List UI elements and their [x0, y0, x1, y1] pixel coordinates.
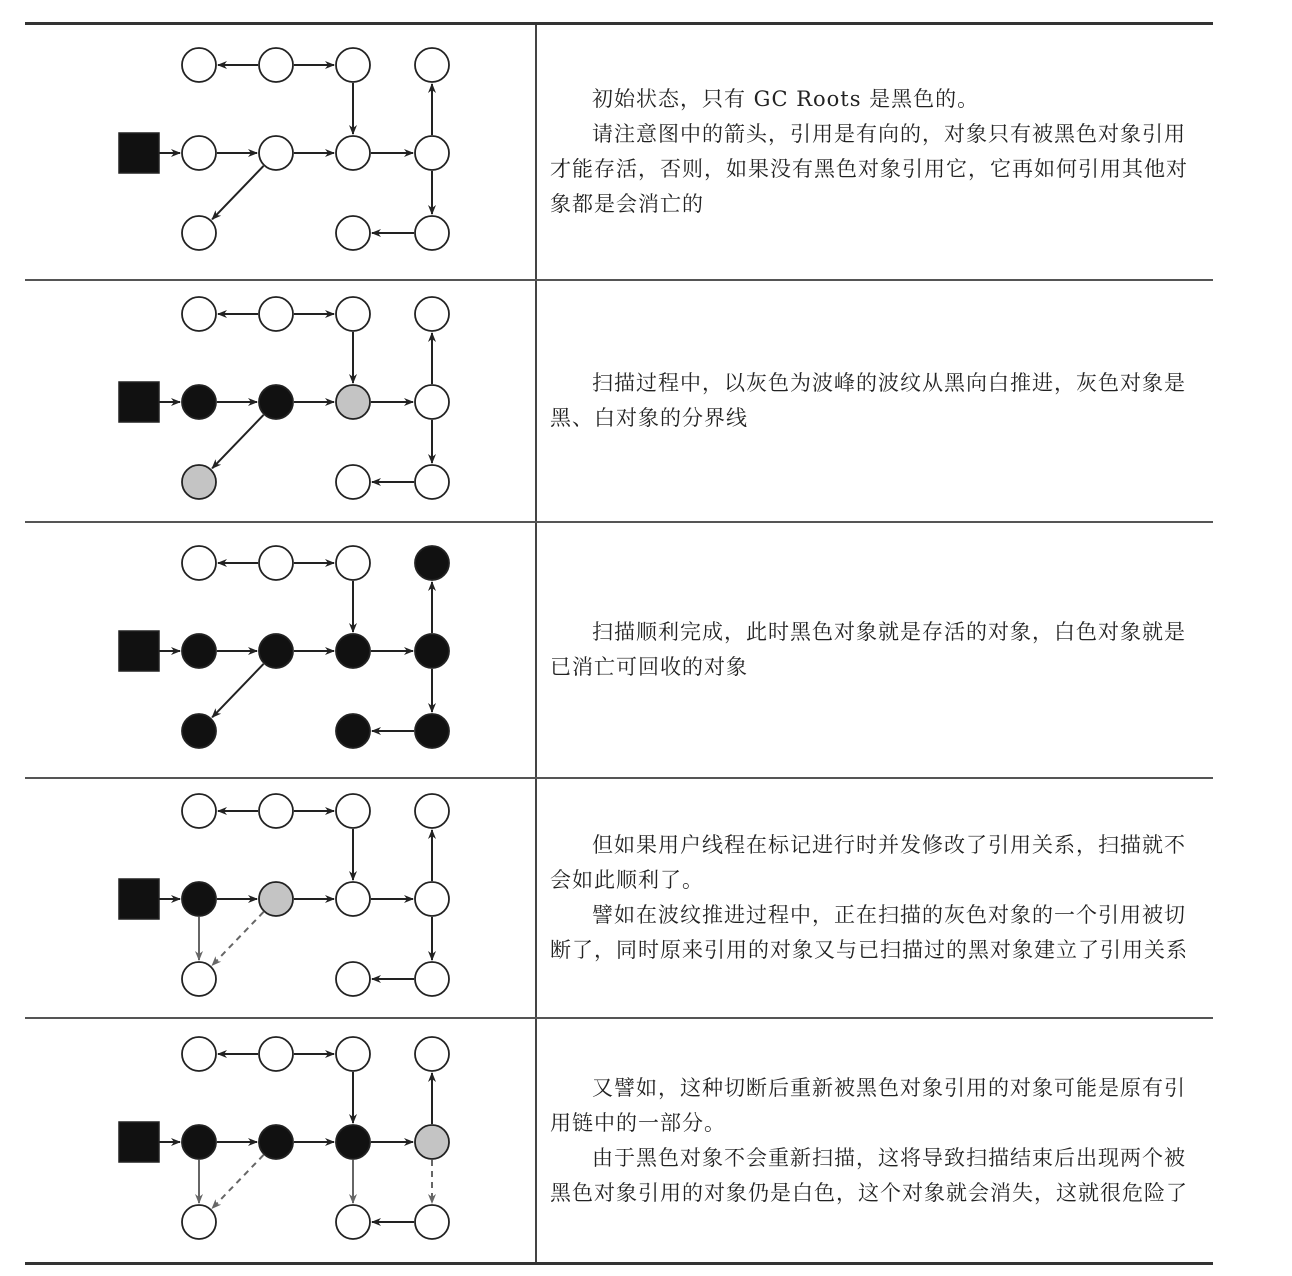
white-object-node — [336, 1037, 370, 1071]
white-object-node — [336, 794, 370, 828]
white-object-node — [182, 1037, 216, 1071]
black-object-node — [336, 1125, 370, 1159]
black-object-node — [415, 546, 449, 580]
white-object-node — [182, 297, 216, 331]
black-object-node — [415, 714, 449, 748]
black-object-node — [259, 634, 293, 668]
description-paragraph: 扫描顺利完成，此时黑色对象就是存活的对象，白色对象就是已消亡可回收的对象 — [550, 620, 1186, 679]
white-object-node — [182, 48, 216, 82]
white-object-node — [182, 794, 216, 828]
description-cell — [537, 779, 1213, 1017]
white-object-node — [259, 136, 293, 170]
black-object-node — [182, 385, 216, 419]
white-object-node — [415, 1037, 449, 1071]
cut-reference-arrow — [212, 1155, 263, 1208]
gc-tricolor-table — [25, 22, 1213, 1265]
description-paragraph: 扫描过程中，以灰色为波峰的波纹从黑向白推进，灰色对象是黑、白对象的分界线 — [550, 371, 1186, 430]
white-object-node — [415, 48, 449, 82]
reference-arrow — [212, 664, 263, 717]
white-object-node — [259, 297, 293, 331]
white-object-node — [415, 794, 449, 828]
object-graph-diagram — [25, 281, 537, 521]
black-object-node — [415, 634, 449, 668]
white-object-node — [415, 216, 449, 250]
black-object-node — [336, 634, 370, 668]
table-row — [25, 1019, 1213, 1265]
black-object-node — [182, 714, 216, 748]
white-object-node — [259, 794, 293, 828]
cut-reference-arrow — [212, 912, 263, 965]
white-object-node — [182, 962, 216, 996]
graph-svg — [25, 523, 535, 779]
description-cell — [537, 281, 1213, 521]
gc-root-square — [119, 382, 159, 422]
white-object-node — [336, 297, 370, 331]
gray-object-node — [415, 1125, 449, 1159]
description-paragraph: 但如果用户线程在标记进行时并发修改了引用关系，扫描就不会如此顺利了。 — [550, 833, 1186, 892]
graph-svg — [25, 1019, 535, 1265]
white-object-node — [415, 136, 449, 170]
black-object-node — [182, 1125, 216, 1159]
white-object-node — [336, 546, 370, 580]
black-object-node — [336, 714, 370, 748]
gray-object-node — [336, 385, 370, 419]
white-object-node — [415, 465, 449, 499]
object-graph-diagram — [25, 779, 537, 1017]
white-object-node — [336, 48, 370, 82]
white-object-node — [336, 962, 370, 996]
black-object-node — [182, 634, 216, 668]
table-row — [25, 25, 1213, 281]
white-object-node — [182, 546, 216, 580]
gc-root-square — [119, 631, 159, 671]
graph-svg — [25, 779, 535, 1019]
reference-arrow — [212, 166, 263, 219]
white-object-node — [182, 216, 216, 250]
table-row — [25, 281, 1213, 523]
description-paragraph: 请注意图中的箭头，引用是有向的，对象只有被黑色对象引用才能存活，否则，如果没有黑色对象引用它，它再如何引用其他对象都是会消亡的 — [550, 122, 1188, 216]
gray-object-node — [259, 882, 293, 916]
white-object-node — [259, 546, 293, 580]
description-cell — [537, 523, 1213, 777]
object-graph-diagram — [25, 25, 537, 279]
reference-arrow — [212, 415, 263, 468]
table-row — [25, 523, 1213, 779]
description-paragraph: 初始状态，只有 GC Roots 是黑色的。 — [592, 87, 980, 111]
description-paragraph: 由于黑色对象不会重新扫描，这将导致扫描结束后出现两个被黑色对象引用的对象仍是白色，这个对象就会消失，这就很危险了 — [550, 1145, 1188, 1205]
white-object-node — [259, 1037, 293, 1071]
black-object-node — [259, 385, 293, 419]
white-object-node — [415, 1205, 449, 1239]
gc-root-square — [119, 879, 159, 919]
white-object-node — [415, 962, 449, 996]
description-cell — [537, 1019, 1213, 1262]
white-object-node — [336, 216, 370, 250]
white-object-node — [336, 882, 370, 916]
white-object-node — [259, 48, 293, 82]
black-object-node — [259, 1125, 293, 1159]
graph-svg — [25, 25, 535, 281]
white-object-node — [415, 297, 449, 331]
gc-root-square — [119, 1122, 159, 1162]
black-object-node — [182, 882, 216, 916]
description-cell — [537, 25, 1213, 279]
white-object-node — [182, 1205, 216, 1239]
description-paragraph: 又譬如，这种切断后重新被黑色对象引用的对象可能是原有引用链中的一部分。 — [550, 1075, 1186, 1135]
gray-object-node — [182, 465, 216, 499]
white-object-node — [336, 465, 370, 499]
white-object-node — [336, 1205, 370, 1239]
table-row — [25, 779, 1213, 1019]
object-graph-diagram — [25, 1019, 537, 1262]
description-paragraph: 譬如在波纹推进过程中，正在扫描的灰色对象的一个引用被切断了，同时原来引用的对象又与已扫描过的黑对象建立了引用关系 — [550, 903, 1188, 962]
object-graph-diagram — [25, 523, 537, 777]
graph-svg — [25, 281, 535, 523]
white-object-node — [415, 385, 449, 419]
white-object-node — [415, 882, 449, 916]
gc-root-square — [119, 133, 159, 173]
white-object-node — [336, 136, 370, 170]
white-object-node — [182, 136, 216, 170]
